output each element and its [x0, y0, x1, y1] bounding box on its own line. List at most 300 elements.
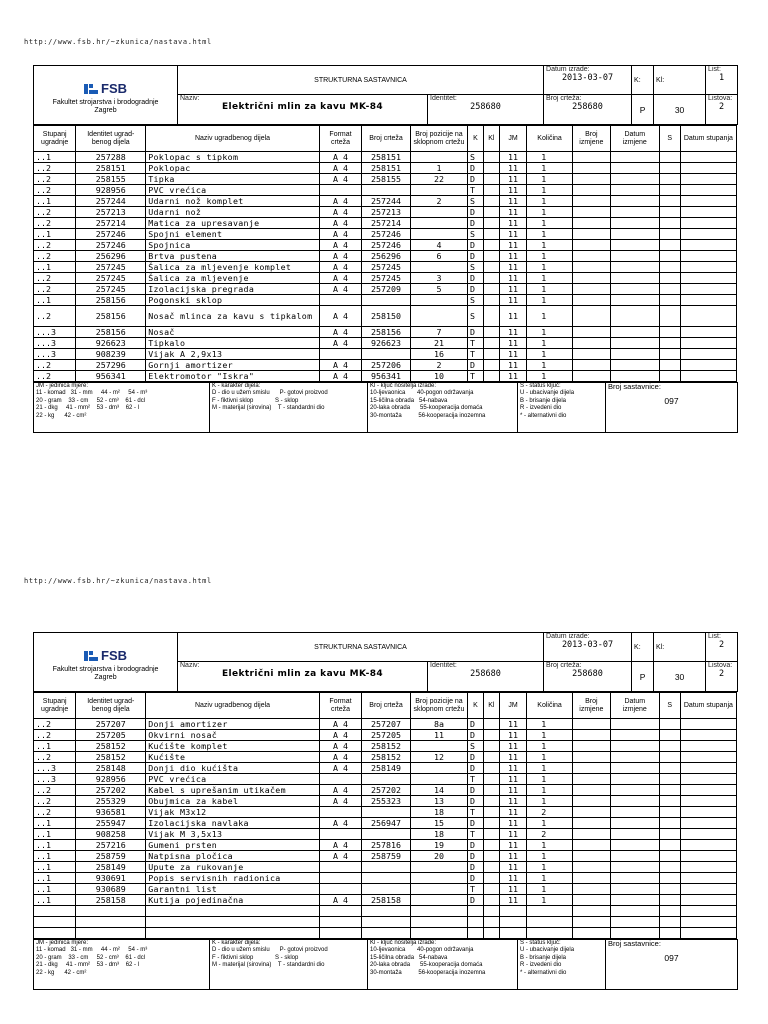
cell-kolicina: 1 [527, 185, 573, 196]
table-row [34, 796, 737, 807]
cell-format: A 4 [319, 752, 361, 763]
cell-stupanj: ..2 [34, 719, 76, 730]
title-block [33, 632, 738, 692]
cell-identitet: 257214 [76, 218, 146, 229]
cell-izm [572, 196, 610, 207]
cell-stupanj: ..2 [34, 730, 76, 741]
cell-s [659, 829, 680, 840]
cell-kolicina: 1 [527, 741, 573, 752]
cell-broj-crteza [362, 928, 411, 939]
legend-jm [34, 383, 210, 433]
cell-s [659, 752, 680, 763]
table-row [34, 906, 737, 917]
cell-kolicina: 1 [527, 796, 573, 807]
col-kolicina: Količina [527, 693, 573, 719]
cell-stupanj: ..1 [34, 895, 76, 906]
datum-izrade-value: 2013-03-07 [561, 640, 614, 650]
cell-poz: 12 [410, 752, 467, 763]
cell-dstup [680, 752, 736, 763]
cell-s [659, 185, 680, 196]
legend-line: M - materijal (sirovina) T - standardni dio [212, 962, 325, 969]
cell-format: A 4 [319, 240, 361, 251]
cell-dstup [680, 884, 736, 895]
cell-format: A 4 [319, 371, 361, 382]
table-row [34, 207, 737, 218]
cell-jm: 11 [499, 818, 527, 829]
broj-sastavnice-value: 097 [664, 953, 679, 964]
cell-kolicina: 1 [527, 174, 573, 185]
cell-stupanj: ..1 [34, 196, 76, 207]
cell-ki [483, 327, 499, 338]
cell-k: T [468, 349, 484, 360]
cell-jm: 11 [499, 251, 527, 262]
cell-poz [410, 928, 467, 939]
cell-broj-crteza [362, 906, 411, 917]
cell-ki [483, 240, 499, 251]
cell-k: T [468, 185, 484, 196]
cell-s [659, 873, 680, 884]
cell-format [319, 884, 361, 895]
cell-poz [410, 306, 467, 327]
cell-format [319, 873, 361, 884]
col-jm: JM [499, 693, 527, 719]
legend-k-lines [212, 947, 365, 969]
legend-line: D - dio u užem smislu P- gotovi proizvod [212, 390, 328, 397]
k-label: K: [632, 633, 654, 662]
broj-crteza-value: 258680 [572, 102, 603, 112]
table-row [34, 774, 737, 785]
cell-s [659, 218, 680, 229]
cell-stupanj: ..1 [34, 229, 76, 240]
cell-k: D [468, 163, 484, 174]
cell-stupanj: ..2 [34, 163, 76, 174]
cell-izm [572, 917, 610, 928]
cell-kolicina: 1 [527, 719, 573, 730]
cell-naziv: Pogonski sklop [146, 295, 320, 306]
cell-dstup [680, 851, 736, 862]
cell-naziv: Gornji amortizer [146, 360, 320, 371]
cell-izm [572, 207, 610, 218]
table-row [34, 174, 737, 185]
cell-s [659, 295, 680, 306]
cell-identitet: 257207 [76, 719, 146, 730]
cell-stupanj: ..2 [34, 174, 76, 185]
cell-k: T [468, 884, 484, 895]
cell-poz: 7 [410, 327, 467, 338]
cell-identitet: 258759 [76, 851, 146, 862]
cell-identitet: 928956 [76, 774, 146, 785]
cell-broj-crteza: 257206 [362, 360, 411, 371]
cell-broj-crteza [362, 829, 411, 840]
cell-poz [410, 873, 467, 884]
cell-izm [572, 829, 610, 840]
cell-ki [483, 719, 499, 730]
cell-k: S [468, 152, 484, 163]
legend-line: U - ubacivanje dijela [520, 390, 575, 397]
table-row [34, 763, 737, 774]
cell-k: T [468, 807, 484, 818]
ki-label: Kl: [654, 633, 706, 662]
table-row [34, 251, 737, 262]
cell-k: S [468, 741, 484, 752]
cell-naziv: PVC vrećica [146, 185, 320, 196]
cell-ki [483, 906, 499, 917]
cell-identitet: 257216 [76, 840, 146, 851]
cell-dizm [610, 152, 659, 163]
cell-s [659, 796, 680, 807]
cell-broj-crteza [362, 917, 411, 928]
cell-jm: 11 [499, 273, 527, 284]
col-stupanj: Stupanj ugradnje [34, 126, 76, 152]
cell-s [659, 349, 680, 360]
cell-k: D [468, 818, 484, 829]
legend-line: D - dio u užem smislu P- gotovi proizvod [212, 947, 328, 954]
cell-ki [483, 917, 499, 928]
cell-naziv: PVC vrećica [146, 774, 320, 785]
cell-identitet: 258155 [76, 174, 146, 185]
cell-izm [572, 928, 610, 939]
cell-jm: 11 [499, 719, 527, 730]
legend-s [518, 940, 606, 990]
cell-kolicina: 1 [527, 840, 573, 851]
cell-dstup [680, 928, 736, 939]
cell-ki [483, 807, 499, 818]
cell-broj-crteza: 258156 [362, 327, 411, 338]
legend-k [210, 940, 368, 990]
ki-value: 30 [654, 95, 706, 125]
table-row [34, 928, 737, 939]
table-row [34, 273, 737, 284]
table-row [34, 349, 737, 360]
cell-format [319, 906, 361, 917]
cell-k [468, 917, 484, 928]
cell-jm: 11 [499, 741, 527, 752]
cell-s [659, 862, 680, 873]
cell-izm [572, 218, 610, 229]
cell-dizm [610, 229, 659, 240]
cell-poz: 10 [410, 371, 467, 382]
cell-k: S [468, 262, 484, 273]
cell-stupanj: ..1 [34, 829, 76, 840]
cell-dstup [680, 785, 736, 796]
cell-dizm [610, 327, 659, 338]
cell-dizm [610, 840, 659, 851]
cell-izm [572, 906, 610, 917]
cell-kolicina: 1 [527, 360, 573, 371]
legend-jm-lines [36, 390, 207, 420]
cell-s [659, 240, 680, 251]
cell-jm [499, 928, 527, 939]
k-value: P [632, 662, 654, 692]
legend-line: 20-laka obrada 55-kooperacija domaća [370, 405, 483, 412]
cell-izm [572, 785, 610, 796]
legend-jm-title: JM - jedinica mjere: [36, 383, 89, 389]
cell-kolicina [527, 917, 573, 928]
cell-format [319, 928, 361, 939]
cell-poz: 3 [410, 273, 467, 284]
cell-s [659, 371, 680, 382]
cell-dstup [680, 284, 736, 295]
cell-ki [483, 371, 499, 382]
legend-line: 15-ličilna obrada 54-nabava [370, 397, 448, 404]
cell-naziv: Nosač [146, 327, 320, 338]
table-row [34, 840, 737, 851]
cell-ki [483, 818, 499, 829]
legend-line: 11 - komad 31 - mm 44 - m² 54 - m³ [36, 390, 148, 397]
cell-dizm [610, 741, 659, 752]
table-row [34, 338, 737, 349]
cell-ki [483, 730, 499, 741]
cell-format: A 4 [319, 273, 361, 284]
col-ki: Kl [483, 126, 499, 152]
cell-kolicina: 1 [527, 862, 573, 873]
cell-izm [572, 262, 610, 273]
cell-k: D [468, 851, 484, 862]
cell-s [659, 273, 680, 284]
cell-k: D [468, 840, 484, 851]
cell-ki [483, 360, 499, 371]
cell-stupanj: ..2 [34, 240, 76, 251]
cell-kolicina [527, 928, 573, 939]
identitet-cell [428, 95, 544, 125]
cell-poz [410, 229, 467, 240]
cell-kolicina: 1 [527, 218, 573, 229]
cell-broj-crteza: 255323 [362, 796, 411, 807]
legend-line: F - fiktivni sklop S - sklop [212, 397, 299, 404]
cell-k: D [468, 862, 484, 873]
cell-s [659, 785, 680, 796]
cell-kolicina: 1 [527, 873, 573, 884]
cell-poz [410, 917, 467, 928]
cell-dstup [680, 371, 736, 382]
cell-s [659, 229, 680, 240]
cell-naziv: Matica za upresavanje [146, 218, 320, 229]
cell-izm [572, 895, 610, 906]
cell-broj-crteza: 257213 [362, 207, 411, 218]
cell-jm: 11 [499, 796, 527, 807]
cell-stupanj: ..2 [34, 360, 76, 371]
cell-kolicina [527, 906, 573, 917]
cell-s [659, 741, 680, 752]
cell-dizm [610, 371, 659, 382]
cell-jm: 11 [499, 807, 527, 818]
cell-dizm [610, 785, 659, 796]
cell-format: A 4 [319, 163, 361, 174]
cell-identitet: 257213 [76, 207, 146, 218]
cell-jm: 11 [499, 327, 527, 338]
datum-izrade-cell [544, 66, 632, 95]
cell-stupanj: ..1 [34, 851, 76, 862]
cell-poz: 22 [410, 174, 467, 185]
cell-dizm [610, 829, 659, 840]
cell-izm [572, 185, 610, 196]
listova-cell [706, 95, 738, 125]
cell-broj-crteza: 257245 [362, 273, 411, 284]
sastavnica-sheet [33, 65, 737, 433]
cell-stupanj [34, 917, 76, 928]
cell-naziv: Šalica za mljevenje [146, 273, 320, 284]
page-url: http://www.fsb.hr/~zkunica/nastava.html [24, 577, 212, 585]
cell-dstup [680, 763, 736, 774]
cell-poz: 2 [410, 196, 467, 207]
col-s: S [659, 126, 680, 152]
cell-kolicina: 1 [527, 785, 573, 796]
cell-identitet: 257246 [76, 240, 146, 251]
table-row [34, 185, 737, 196]
col-broj-pozicije: Broj pozicije na sklopnom crtežu [410, 693, 467, 719]
identitet-value: 258680 [470, 669, 501, 679]
cell-kolicina: 1 [527, 251, 573, 262]
cell-k: D [468, 719, 484, 730]
cell-poz [410, 262, 467, 273]
datum-izrade-value: 2013-03-07 [561, 73, 614, 83]
datum-izrade-label: Datum izrade: [546, 66, 590, 73]
cell-stupanj: ..1 [34, 262, 76, 273]
cell-izm [572, 796, 610, 807]
cell-dstup [680, 807, 736, 818]
cell-broj-crteza: 257245 [362, 262, 411, 273]
cell-poz: 14 [410, 785, 467, 796]
cell-jm: 11 [499, 895, 527, 906]
cell-format: A 4 [319, 730, 361, 741]
cell-broj-crteza: 926623 [362, 338, 411, 349]
cell-identitet: 930689 [76, 884, 146, 895]
col-datum-izmjene: Datum izmjene [610, 126, 659, 152]
cell-stupanj: ..1 [34, 840, 76, 851]
cell-s [659, 884, 680, 895]
cell-poz [410, 862, 467, 873]
cell-k: T [468, 338, 484, 349]
cell-izm [572, 152, 610, 163]
cell-format: A 4 [319, 719, 361, 730]
col-broj-crteza: Broj crteža [362, 693, 411, 719]
cell-jm: 11 [499, 338, 527, 349]
cell-identitet: 956341 [76, 371, 146, 382]
cell-izm [572, 338, 610, 349]
cell-jm [499, 906, 527, 917]
cell-broj-crteza: 257816 [362, 840, 411, 851]
identitet-label: Identitet: [430, 662, 457, 669]
cell-dizm [610, 273, 659, 284]
col-k: K [468, 693, 484, 719]
cell-kolicina: 1 [527, 306, 573, 327]
cell-identitet: 257246 [76, 229, 146, 240]
cell-ki [483, 752, 499, 763]
cell-stupanj: ..2 [34, 371, 76, 382]
cell-naziv: Tipkalo [146, 338, 320, 349]
cell-stupanj: ..2 [34, 807, 76, 818]
legend-k-title: K - karakter dijela: [212, 383, 261, 389]
legend-line: 11 - komad 31 - mm 44 - m² 54 - m³ [36, 947, 148, 954]
cell-s [659, 719, 680, 730]
cell-format [319, 774, 361, 785]
table-row [34, 752, 737, 763]
legend-line: F - fiktivni sklop S - sklop [212, 954, 299, 961]
cell-dizm [610, 360, 659, 371]
cell-stupanj: ..2 [34, 251, 76, 262]
cell-kolicina: 1 [527, 262, 573, 273]
cell-identitet: 257245 [76, 262, 146, 273]
cell-k: D [468, 251, 484, 262]
cell-jm: 11 [499, 840, 527, 851]
cell-ki [483, 349, 499, 360]
cell-naziv [146, 928, 320, 939]
cell-identitet: 257202 [76, 785, 146, 796]
cell-stupanj: ...3 [34, 763, 76, 774]
cell-kolicina: 1 [527, 284, 573, 295]
cell-naziv: Gumeni prsten [146, 840, 320, 851]
legend-s-title: S - status ključ: [520, 940, 561, 946]
cell-identitet: 258158 [76, 895, 146, 906]
legend-jm-title: JM - jedinica mjere: [36, 940, 89, 946]
cell-k: S [468, 196, 484, 207]
table-row [34, 873, 737, 884]
broj-sastavnice-value: 097 [664, 396, 679, 407]
cell-format [319, 829, 361, 840]
cell-izm [572, 774, 610, 785]
cell-kolicina: 2 [527, 829, 573, 840]
cell-s [659, 807, 680, 818]
cell-identitet: 908239 [76, 349, 146, 360]
cell-dizm [610, 218, 659, 229]
product-name: Električni mlin za kavu MK-84 [221, 669, 384, 679]
cell-stupanj [34, 928, 76, 939]
cell-ki [483, 873, 499, 884]
cell-kolicina: 1 [527, 229, 573, 240]
cell-broj-crteza: 257202 [362, 785, 411, 796]
table-row [34, 196, 737, 207]
cell-dizm [610, 752, 659, 763]
cell-ki [483, 273, 499, 284]
legend-block [33, 939, 738, 990]
cell-stupanj: ..1 [34, 884, 76, 895]
cell-broj-crteza: 256947 [362, 818, 411, 829]
cell-poz: 6 [410, 251, 467, 262]
col-format: Format crteža [319, 693, 361, 719]
parts-rows [34, 719, 737, 939]
cell-broj-crteza: 257205 [362, 730, 411, 741]
legend-kl [368, 383, 518, 433]
broj-sastavnice-cell [606, 383, 738, 433]
title-block [33, 65, 738, 125]
cell-ki [483, 884, 499, 895]
cell-izm [572, 251, 610, 262]
legend-line: 20 - gram 33 - cm 52 - cm³ 61 - dcl [36, 954, 146, 961]
cell-naziv: Kabel s uprešanim utikačem [146, 785, 320, 796]
k-value: P [632, 95, 654, 125]
cell-dizm [610, 774, 659, 785]
cell-dstup [680, 829, 736, 840]
cell-kolicina: 1 [527, 895, 573, 906]
cell-poz [410, 741, 467, 752]
col-datum-izmjene: Datum izmjene [610, 693, 659, 719]
cell-poz [410, 295, 467, 306]
table-row [34, 306, 737, 327]
list-value: 1 [718, 73, 725, 83]
cell-broj-crteza [362, 873, 411, 884]
cell-naziv: Elektromotor "Iskra" [146, 371, 320, 382]
cell-broj-crteza: 257246 [362, 229, 411, 240]
legend-line: U - ubacivanje dijela [520, 947, 575, 954]
col-jm: JM [499, 126, 527, 152]
cell-stupanj: ..2 [34, 284, 76, 295]
cell-dstup [680, 327, 736, 338]
cell-format [319, 807, 361, 818]
cell-jm: 11 [499, 360, 527, 371]
legend-s [518, 383, 606, 433]
cell-naziv: Kućište komplet [146, 741, 320, 752]
cell-dstup [680, 719, 736, 730]
